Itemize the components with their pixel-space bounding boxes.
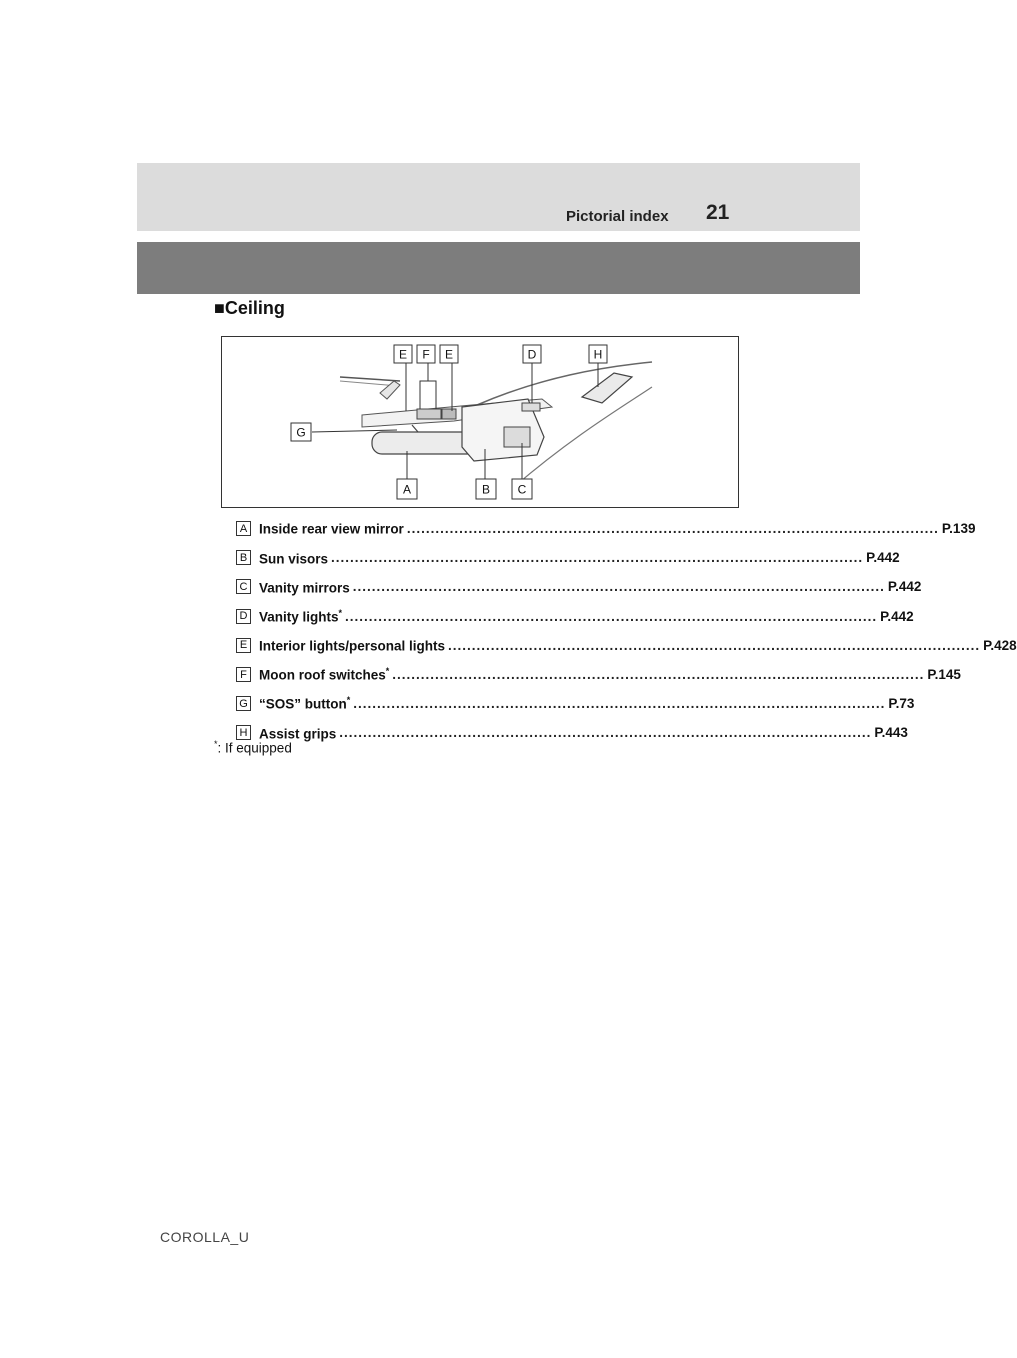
footer-model: COROLLA_U <box>160 1229 250 1245</box>
callout-f <box>417 345 435 363</box>
list-item <box>236 660 961 689</box>
item-letter: H <box>236 725 251 740</box>
item-label: Vanity lights <box>259 609 339 625</box>
list-item <box>236 514 976 543</box>
svg-text:B: B <box>481 482 491 497</box>
dot-leader: ................................................................................................................ <box>331 550 864 566</box>
svg-text:C: C <box>517 482 527 497</box>
section-heading: ■Ceiling <box>214 298 285 318</box>
item-letter: G <box>236 696 251 711</box>
item-letter: F <box>236 667 251 682</box>
list-item <box>236 631 1017 660</box>
page-title: Pictorial index <box>566 208 669 225</box>
list-item <box>236 689 915 718</box>
item-letter: B <box>236 550 251 565</box>
dot-leader: ................................................................................................................ <box>345 608 878 624</box>
item-star: * <box>338 607 343 618</box>
callout-g <box>291 423 311 441</box>
item-label: Assist grips <box>259 726 337 742</box>
item-page-ref[interactable]: P.443 <box>874 725 908 741</box>
item-label: Sun visors <box>259 551 329 567</box>
svg-text:G: G <box>296 425 306 440</box>
item-label: Moon roof switches <box>259 667 386 683</box>
item-letter: C <box>236 579 251 594</box>
item-letter: E <box>236 638 251 653</box>
item-page-ref[interactable]: P.442 <box>880 608 914 624</box>
item-label: Interior lights/personal lights <box>259 638 446 654</box>
callout-d <box>523 345 541 363</box>
list-item <box>236 718 908 747</box>
svg-text:H: H <box>593 347 603 362</box>
svg-text:F: F <box>422 347 430 362</box>
svg-text:A: A <box>402 482 412 497</box>
item-page-ref[interactable]: P.145 <box>927 667 961 683</box>
dot-leader: ................................................................................................................ <box>392 667 925 683</box>
item-star: * <box>346 695 351 706</box>
callout-e-left <box>394 345 412 363</box>
page-number: 21 <box>706 201 730 224</box>
header-band <box>137 163 860 231</box>
callout-h <box>589 345 607 363</box>
list-item <box>236 602 914 631</box>
item-star: * <box>385 666 390 677</box>
svg-text:D: D <box>527 347 537 362</box>
item-label: “SOS” button <box>259 696 347 712</box>
svg-text:E: E <box>398 347 408 362</box>
callout-a <box>397 479 417 499</box>
item-label: Vanity mirrors <box>259 580 350 596</box>
item-letter: D <box>236 609 251 624</box>
section-band <box>137 242 860 294</box>
item-page-ref[interactable]: P.442 <box>866 550 900 566</box>
dot-leader: ................................................................................................................ <box>352 579 885 595</box>
callout-c <box>512 479 532 499</box>
dot-leader: ................................................................................................................ <box>448 637 981 653</box>
footnote <box>214 739 292 756</box>
item-page-ref[interactable]: P.73 <box>888 696 915 712</box>
dot-leader: ................................................................................................................ <box>339 725 872 741</box>
item-page-ref[interactable]: P.139 <box>941 521 976 537</box>
dot-leader: ................................................................................................................ <box>406 521 939 537</box>
item-letter: A <box>236 521 251 536</box>
svg-text:E: E <box>444 347 454 362</box>
footnote-star: * <box>214 739 218 749</box>
ceiling-illustration <box>221 336 739 508</box>
callout-e-right <box>440 345 458 363</box>
ceiling-drawing <box>222 337 740 509</box>
list-item <box>236 572 922 601</box>
list-item <box>236 543 900 572</box>
footnote-text: : If equipped <box>217 740 292 756</box>
dot-leader: ................................................................................................................ <box>353 696 886 712</box>
item-page-ref[interactable]: P.428 <box>983 637 1017 653</box>
item-page-ref[interactable]: P.442 <box>887 579 922 595</box>
component-list <box>236 514 1017 748</box>
callout-b <box>476 479 496 499</box>
item-label: Inside rear view mirror <box>259 521 404 537</box>
